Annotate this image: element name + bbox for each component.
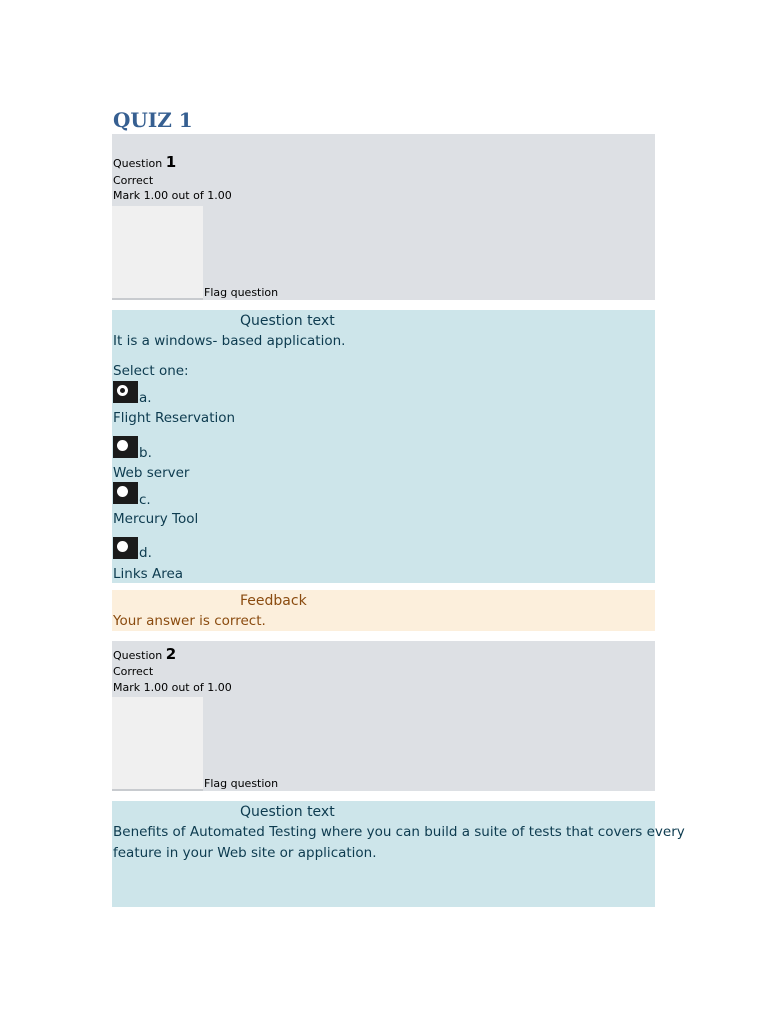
question-state: Correct [113, 174, 154, 187]
question-text: It is a windows- based application. [113, 333, 346, 349]
radio-unchecked-icon [117, 440, 128, 451]
flag-question-link[interactable]: Flag question [204, 777, 279, 790]
question-text-line-1: Benefits of Automated Testing where you can build a suite of tests that covers every [113, 824, 685, 840]
radio-unchecked-icon [117, 541, 128, 552]
option-b-letter: b. [139, 445, 152, 461]
flag-question-link[interactable]: Flag question [204, 286, 279, 299]
option-d-label[interactable]: Links Area [113, 566, 184, 582]
option-b-radio[interactable] [113, 436, 138, 458]
question-number: 1 [165, 153, 177, 171]
option-c-letter: c. [139, 492, 151, 508]
question-text-line-2: feature in your Web site or application. [113, 845, 377, 861]
question-1-text-block [112, 310, 655, 583]
option-a-label[interactable]: Flight Reservation [113, 410, 236, 426]
question-2-heading [113, 645, 176, 663]
question-mark: Mark 1.00 out of 1.00 [113, 189, 232, 202]
flag-area [112, 697, 203, 791]
feedback-block [112, 590, 655, 631]
radio-unchecked-icon [117, 486, 128, 497]
option-d-radio[interactable] [113, 537, 138, 559]
question-text-heading: Question text [240, 313, 335, 329]
option-a-radio[interactable] [113, 381, 138, 403]
question-mark: Mark 1.00 out of 1.00 [113, 681, 232, 694]
option-c-radio[interactable] [113, 482, 138, 504]
question-2-text-block [112, 801, 685, 907]
select-one-prompt: Select one: [113, 363, 189, 379]
option-d-letter: d. [139, 545, 152, 561]
flag-area [112, 206, 203, 300]
question-label: Question [113, 649, 163, 662]
question-text-heading: Question text [240, 804, 335, 820]
radio-checked-icon [117, 385, 128, 396]
question-label: Question [113, 157, 163, 170]
option-b-label[interactable]: Web server [113, 465, 190, 481]
question-2-info [112, 641, 655, 791]
feedback-text: Your answer is correct. [113, 613, 266, 629]
question-state: Correct [113, 665, 154, 678]
question-1-info [112, 134, 655, 300]
feedback-heading: Feedback [240, 593, 307, 609]
question-number: 2 [165, 645, 177, 663]
option-c-label[interactable]: Mercury Tool [113, 511, 199, 527]
question-1-heading [113, 153, 176, 171]
option-a-letter: a. [139, 390, 152, 406]
quiz-title: QUIZ 1 [113, 108, 193, 132]
